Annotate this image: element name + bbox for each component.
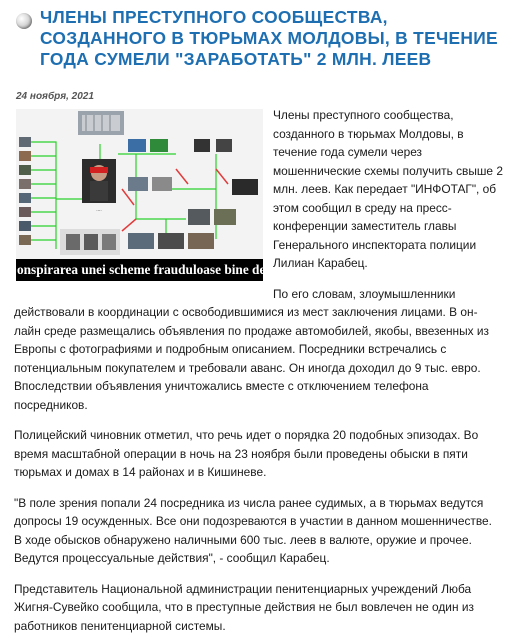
image-caption: onspirarea unei scheme frauduloase bine determi — [16, 259, 263, 281]
article-paragraph: "В поле зрения попали 24 посредника из числа ранее судимых, а в тюрьмах ведутся допросы 19 осужденных. Все они подозреваются в участии в данном мошенничестве. В ходе обысков обнаружено наличными 600 тыс. леев в валюте, оружие и прочее. Ведутся процессуальные действия", - сообщил Карабец. — [14, 494, 503, 568]
article-paragraph: Члены преступного сообщества, созданного в тюрьмах Молдовы, в течение года сумели через мошеннические схемы получить свыше 2 млн. леев. Как передает "ИНФОТАГ", об этом сообщил в среду на пресс-конференции заместитель главы Генерального инспектората полиции Лилиан Карабец. — [14, 106, 503, 273]
article-header — [14, 0, 503, 70]
article-title[interactable]: ЧЛЕНЫ ПРЕСТУПНОГО СООБЩЕСТВА, СОЗДАННОГО В ТЮРЬМАХ МОЛДОВЫ, В ТЕЧЕНИЕ ГОДА СУМЕЛИ "ЗАРАБОТАТЬ" 2 МЛН. ЛЕЕВ — [40, 7, 503, 70]
article-date: 24 ноября, 2021 — [16, 91, 503, 105]
article-paragraph: По его словам, злоумышленники действовали в координации с освободившимися из мест заключения лицами. В он-лайн среде размещались объявления по продаже автомобилей, якобы, ввезенных из Европы с фотографиями и подробным описанием. Посредники встречались с потенциальным покупателем и требовали аванс. Он иногда доходил до 9 тыс. евро. Впоследствии объявления уничтожались вместе с отключением телефона посредников. — [14, 285, 503, 415]
article-body — [14, 105, 503, 635]
article-image[interactable] — [16, 109, 263, 281]
globe-icon — [16, 13, 32, 29]
article-paragraph: Полицейский чиновник отметил, что речь идет о порядка 20 подобных эпизодах. Во время масштабной операции в ночь на 23 ноября были проведены обыски в пяти тюрьмах и домах в 14 районах и в Кишиневе. — [14, 426, 503, 482]
svg-text:....: .... — [96, 207, 102, 213]
article-paragraph: Представитель Национальной администрации пенитенциарных учреждений Люба Жигня-Сувейко сообщила, что в преступные действия не был вовлечен не один из работников пенитенциарной системы. — [14, 580, 503, 635]
scheme-diagram-image — [16, 109, 263, 281]
